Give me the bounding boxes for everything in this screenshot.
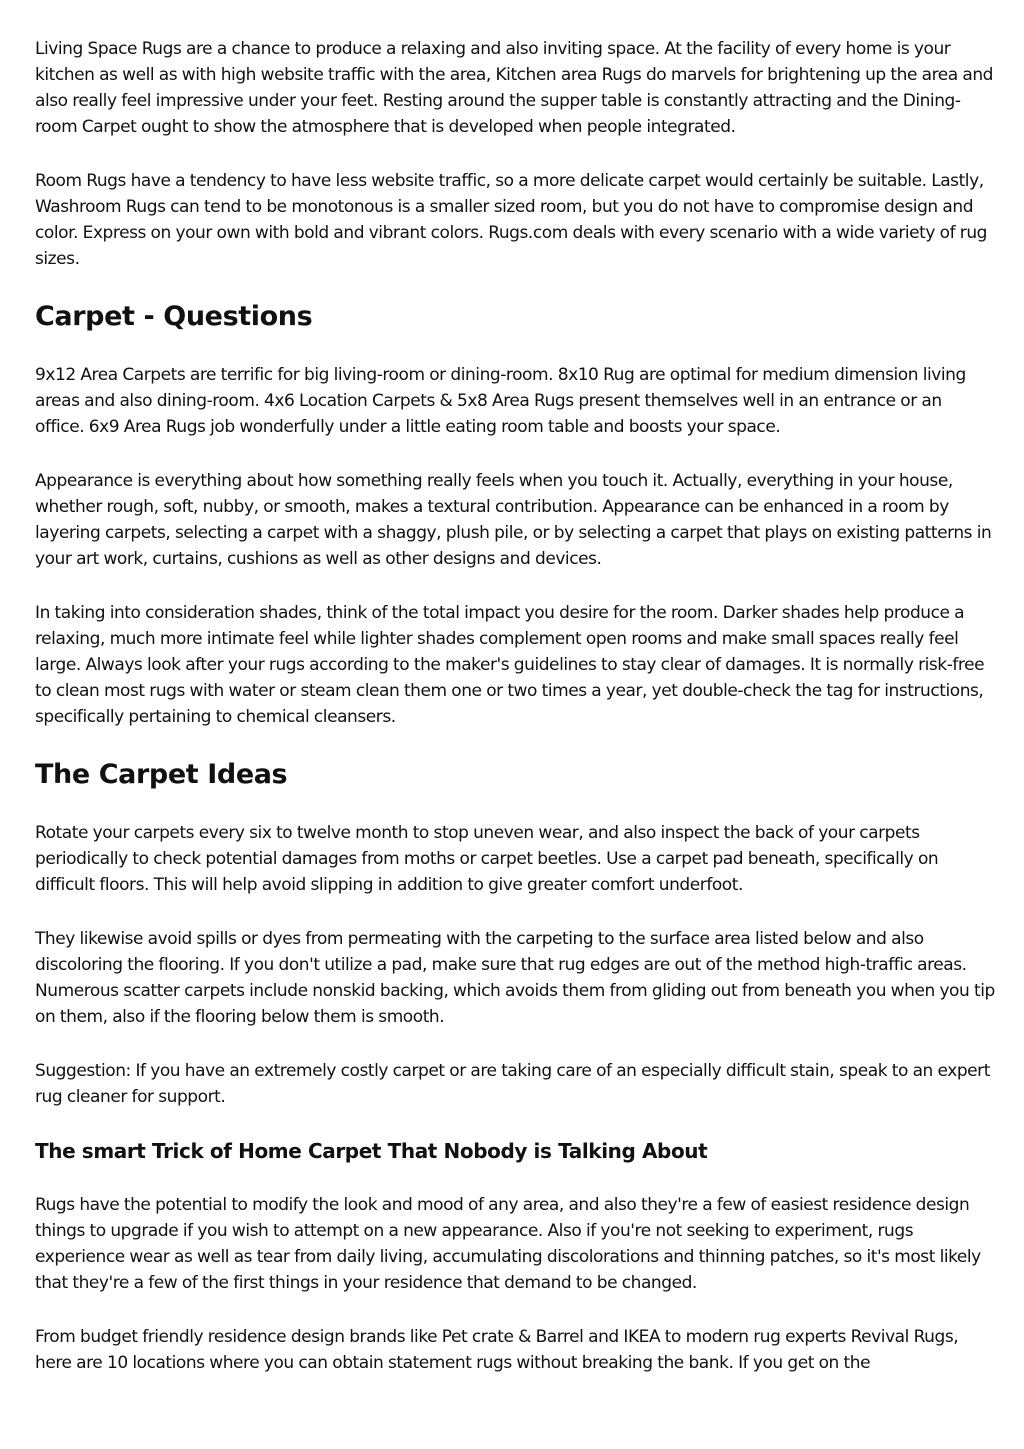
heading-smart-trick: The smart Trick of Home Carpet That Nobody is Talking About bbox=[35, 1139, 708, 1163]
paragraph-room-rugs: Room Rugs have a tendency to have less website traffic, so a more delicate carpet would certainly be suitable. Lastly, Washroom Rugs can tend to be monotonous is a smaller sized room, but you do not have to compromise design and color. Express on your own with bold and vibrant colors. Rugs.com deals with every scenario with a wide variety of rug sizes. bbox=[35, 171, 988, 269]
article-body bbox=[35, 36, 995, 1404]
paragraph-area-carpet-sizes: 9x12 Area Carpets are terrific for big living-room or dining-room. 8x10 Rug are optimal for medium dimension living areas and also dining-room. 4x6 Location Carpets & 5x8 Area Rugs present themselves well in an entrance or an office. 6x9 Area Rugs job wonderfully under a little eating room table and boosts your space. bbox=[35, 365, 966, 437]
paragraph-rugs-potential: Rugs have the potential to modify the look and mood of any area, and also they're a few of easiest residence design things to upgrade if you wish to attempt on a new appearance. Also if you're not seeking to experiment, rugs experience wear as well as tear from daily living, accumulating discolorations and thinning patches, so it's most likely that they're a few of the first things in your residence that demand to be changed. bbox=[35, 1195, 981, 1293]
paragraph-shades: In taking into consideration shades, think of the total impact you desire for the room. Darker shades help produce a relaxing, much more intimate feel while lighter shades complement open rooms and make small spaces really feel large. Always look after your rugs according to the maker's guidelines to stay clear of damages. It is normally risk-free to clean most rugs with water or steam clean them one or two times a year, yet double-check the tag for instructions, specifically pertaining to chemical cleansers. bbox=[35, 603, 985, 727]
paragraph-suggestion: Suggestion: If you have an extremely costly carpet or are taking care of an especially difficult stain, speak to an expert rug cleaner for support. bbox=[35, 1061, 990, 1107]
paragraph-rotate-carpets: Rotate your carpets every six to twelve month to stop uneven wear, and also inspect the back of your carpets periodically to check potential damages from moths or carpet beetles. Use a carpet pad beneath, specifically on difficult floors. This will help avoid slipping in addition to give greater comfort underfoot. bbox=[35, 823, 939, 895]
heading-carpet-ideas: The Carpet Ideas bbox=[35, 759, 288, 790]
paragraph-spills-dyes: They likewise avoid spills or dyes from permeating with the carpeting to the surface area listed below and also discoloring the flooring. If you don't utilize a pad, make sure that rug edges are out of the method high-traffic areas. Numerous scatter carpets include nonskid backing, which avoids them from gliding out from beneath you when you tip on them, also if the flooring below them is smooth. bbox=[35, 929, 995, 1027]
paragraph-budget-brands: From budget friendly residence design brands like Pet crate & Barrel and IKEA to modern rug experts Revival Rugs, here are 10 locations where you can obtain statement rugs without breaking the bank. If you get on the bbox=[35, 1327, 959, 1373]
paragraph-living-space-rugs: Living Space Rugs are a chance to produce a relaxing and also inviting space. At the facility of every home is your kitchen as well as with high website traffic with the area, Kitchen area Rugs do marvels for brightening up the area and also really feel impressive under your feet. Resting around the supper table is constantly attracting and the Dining-room Carpet ought to show the atmosphere that is developed when people integrated. bbox=[35, 39, 994, 137]
paragraph-appearance: Appearance is everything about how something really feels when you touch it. Actually, everything in your house, whether rough, soft, nubby, or smooth, makes a textural contribution. Appearance can be enhanced in a room by layering carpets, selecting a carpet with a shaggy, plush pile, or by selecting a carpet that plays on existing patterns in your art work, curtains, cushions as well as other designs and devices. bbox=[35, 471, 992, 569]
heading-carpet-questions: Carpet - Questions bbox=[35, 301, 313, 332]
